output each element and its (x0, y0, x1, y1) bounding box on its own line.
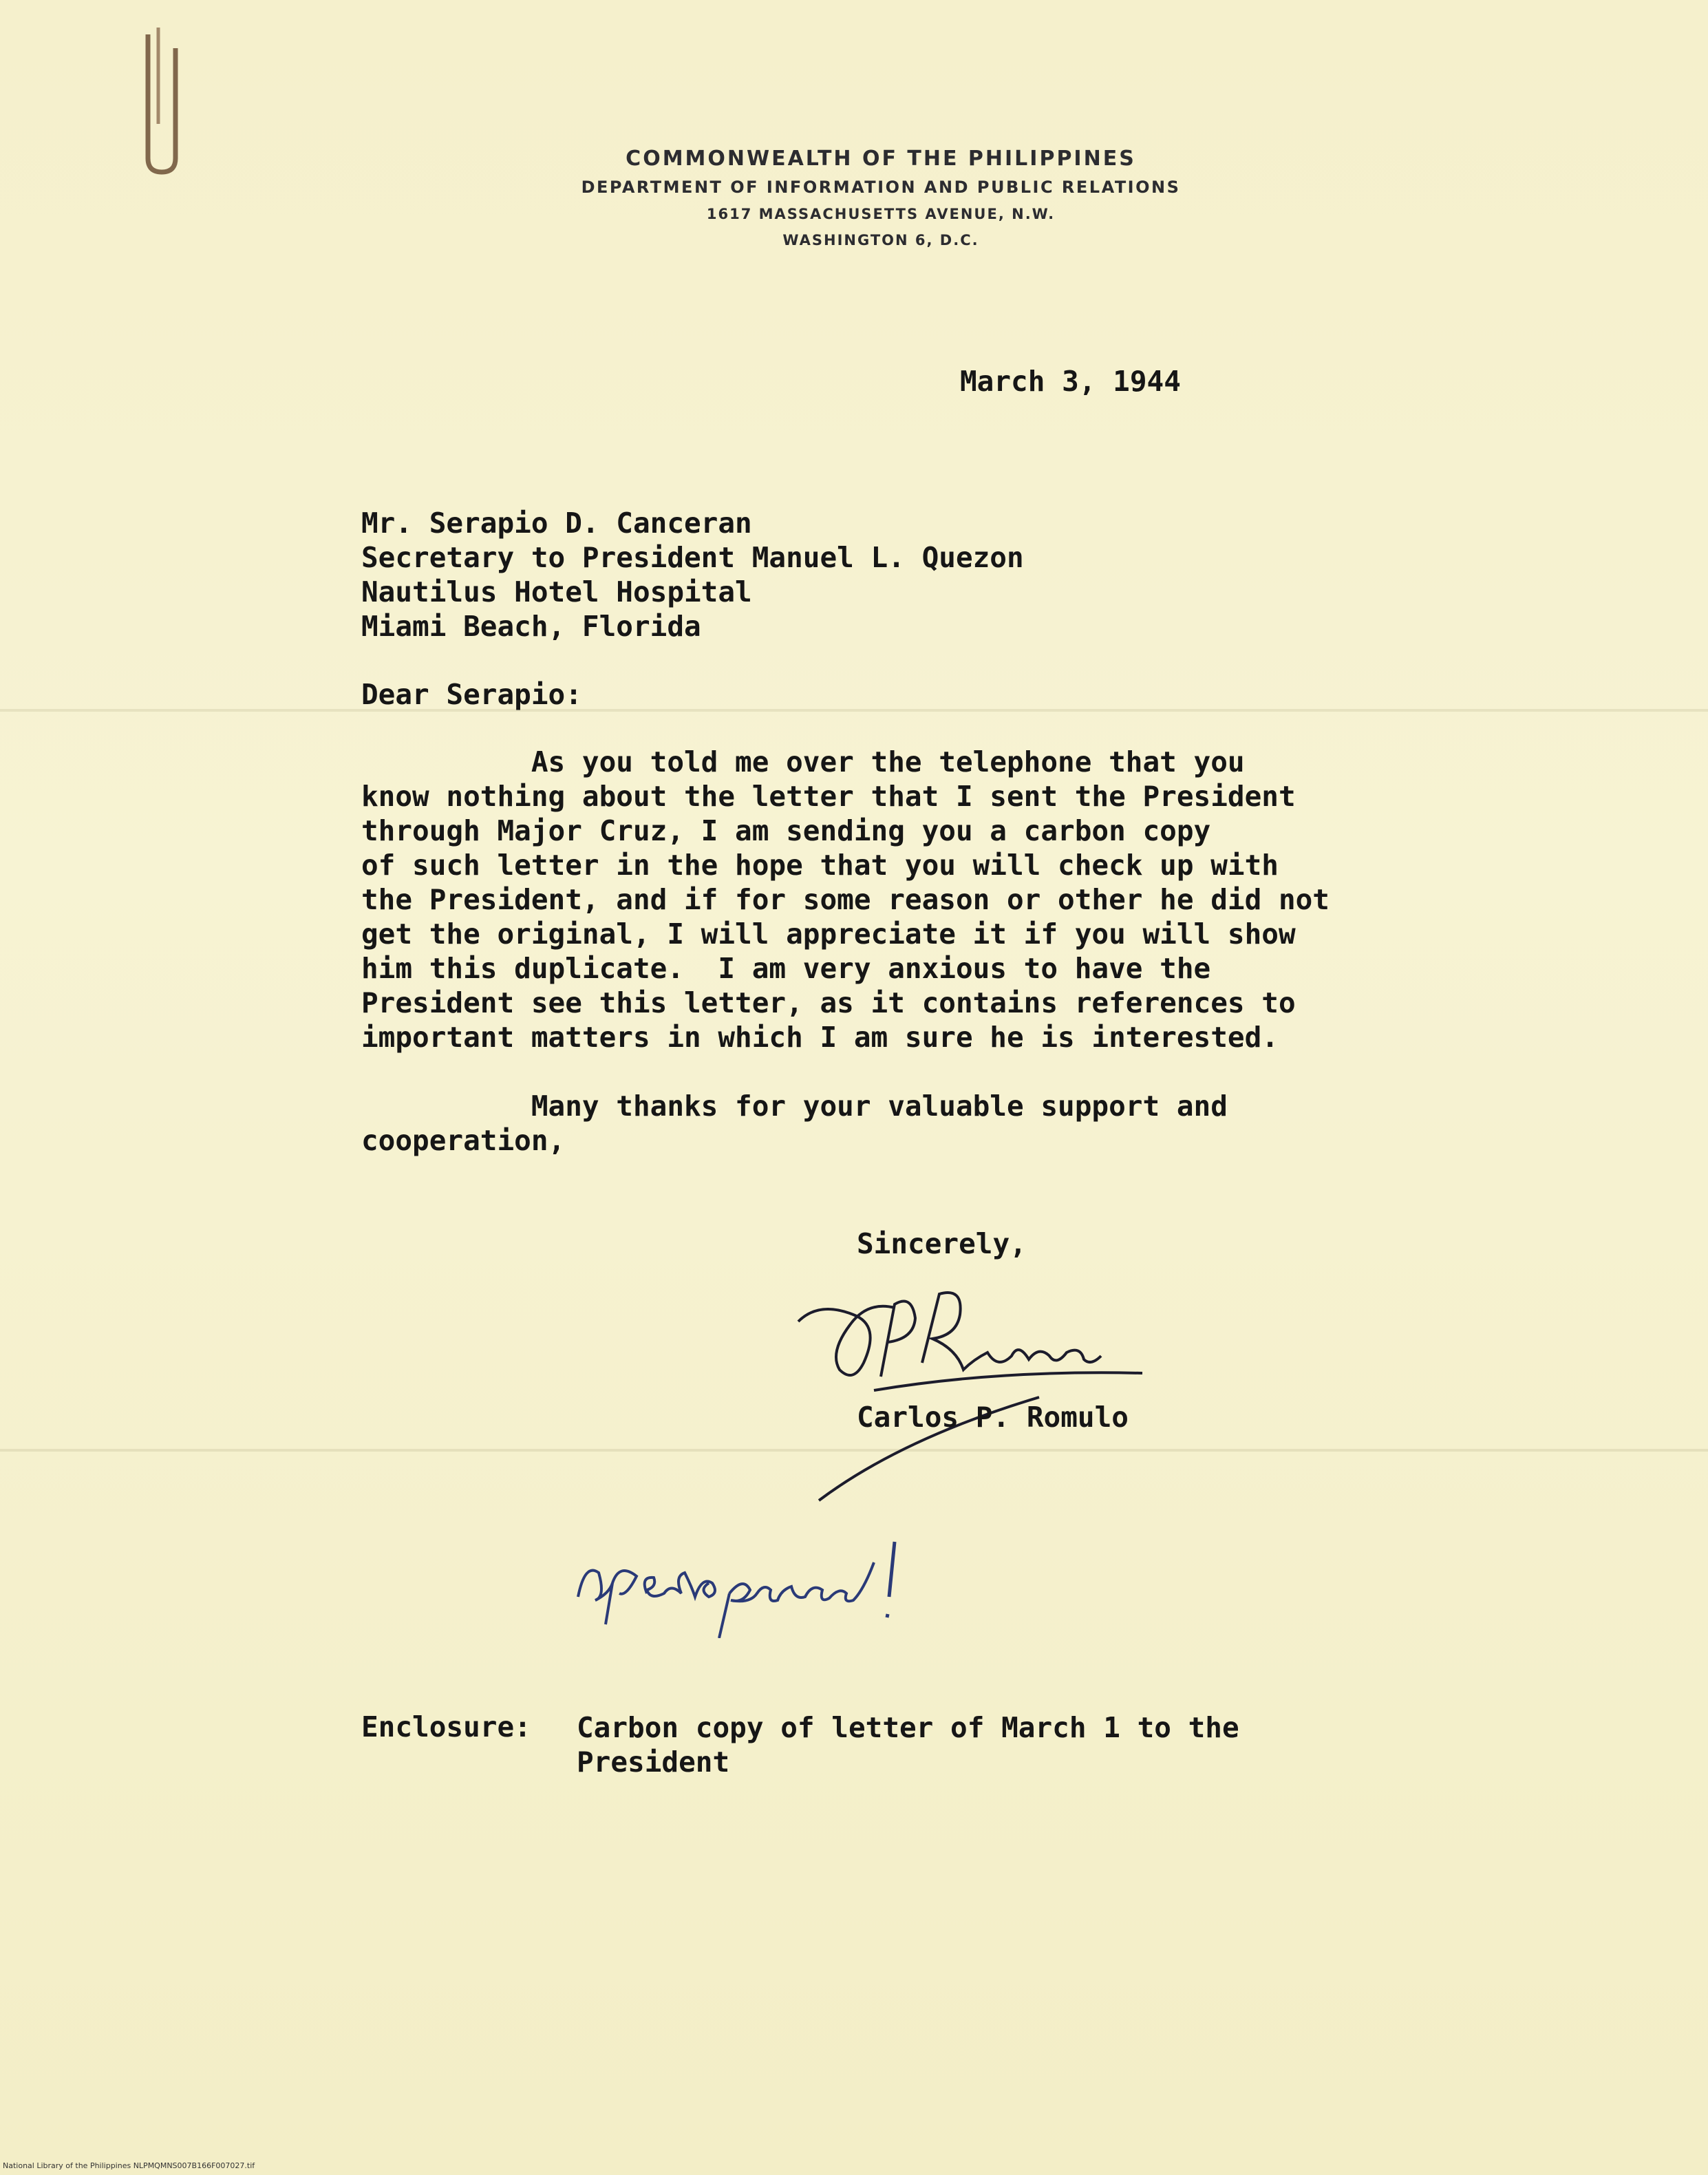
signer-name: Carlos P. Romulo (857, 1401, 1129, 1434)
letter-date: March 3, 1944 (960, 365, 1181, 398)
salutation: Dear Serapio: (361, 678, 582, 711)
paperclip-rust-mark (134, 21, 182, 179)
letterhead-org: COMMONWEALTH OF THE PHILIPPINES (626, 147, 1136, 171)
body-paragraph-2: Many thanks for your valuable support and cooperation, (361, 1090, 1228, 1157)
recipient-title: Secretary to President Manuel L. Quezon (361, 541, 1024, 574)
enclosure-text: Carbon copy of letter of March 1 to the President (577, 1711, 1239, 1779)
fold-crease (0, 709, 1708, 712)
recipient-location: Nautilus Hotel Hospital (361, 575, 752, 608)
closing: Sincerely, (857, 1227, 1027, 1260)
handwritten-note (571, 1535, 929, 1638)
recipient-address (361, 506, 1024, 644)
handwritten-signature (791, 1287, 1177, 1507)
archive-footer: National Library of the Philippines NLPMQMNS007B166F007027.tif (3, 2161, 255, 2170)
recipient-city: Miami Beach, Florida (361, 610, 701, 643)
letterhead-department: DEPARTMENT OF INFORMATION AND PUBLIC RELATIONS (581, 178, 1181, 197)
enclosure-label: Enclosure: (361, 1710, 531, 1743)
letterhead-street: 1617 MASSACHUSETTS AVENUE, N.W. (706, 206, 1056, 222)
letterhead (385, 145, 1376, 253)
body-paragraph-1: As you told me over the telephone that you know nothing about the letter that I sent the President through Major Cruz, I am sending you a carbon copy of such letter in the hope that you will check up with the President, and if for some reason or other he did not get the original, I will appreciate it if you will show him this duplicate. I am very anxious to have the President see this letter, as it contains references to important matters in which I am sure he is interested. (361, 745, 1330, 1054)
recipient-name: Mr. Serapio D. Canceran (361, 507, 752, 540)
letterhead-city: WASHINGTON 6, D.C. (782, 232, 979, 248)
